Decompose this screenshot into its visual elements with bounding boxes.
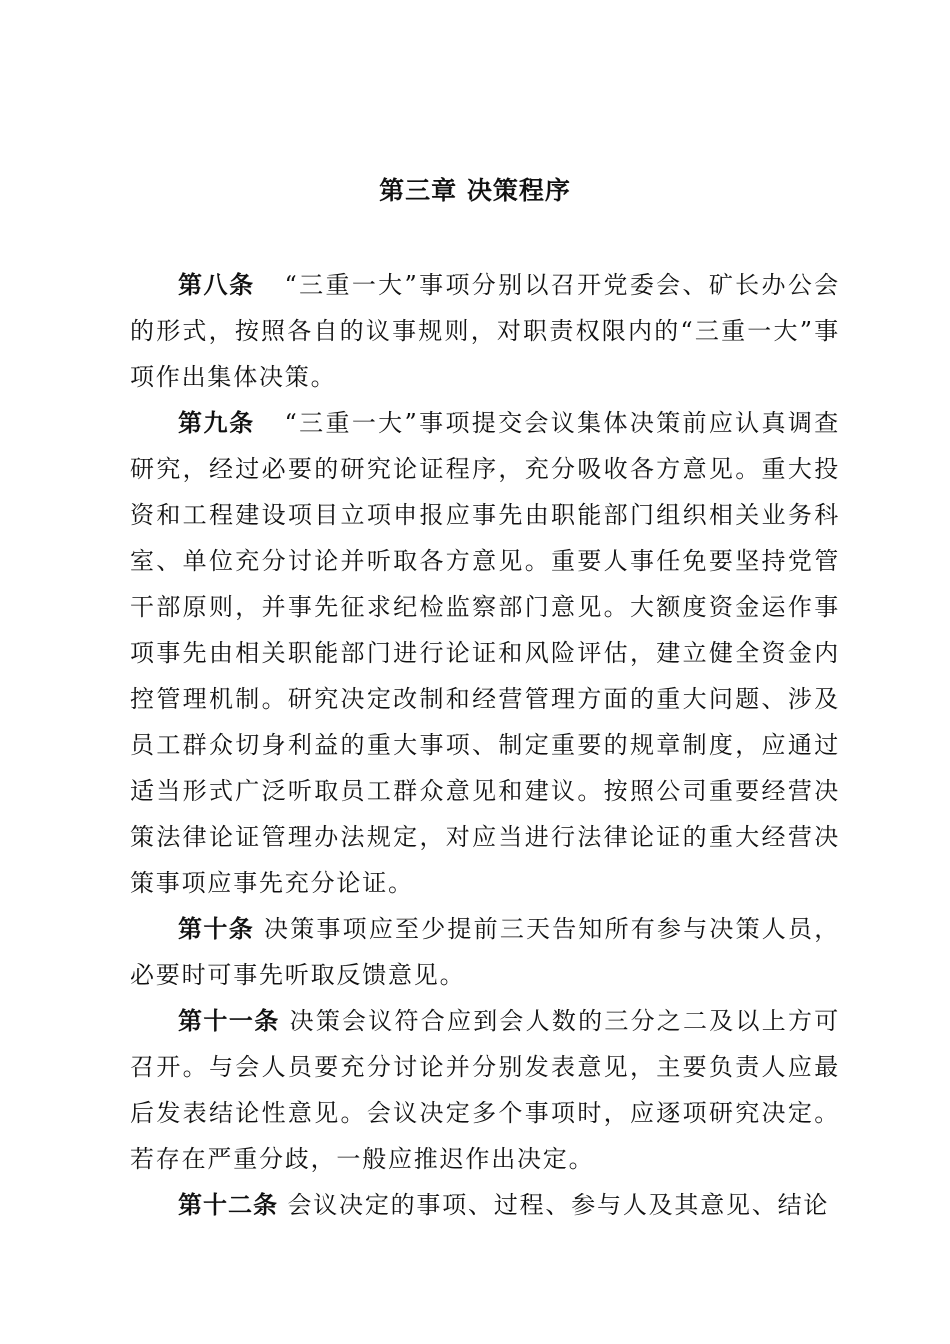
chapter-title: 第三章 决策程序 bbox=[379, 176, 571, 205]
article-text: “三重一大”事项分别以召开党委会、矿长办公会的形式，按照各自的议事规则，对职责权限内的“三重一大”事项作出集体决策。 bbox=[130, 271, 840, 391]
article-11 bbox=[130, 998, 840, 1182]
article-12 bbox=[130, 1182, 840, 1228]
article-9 bbox=[130, 400, 840, 906]
article-heading: 第八条 bbox=[178, 271, 255, 299]
article-text: 会议决定的事项、过程、参与人及其意见、结论 bbox=[287, 1191, 830, 1219]
article-heading: 第十条 bbox=[178, 915, 255, 943]
article-text: 决策会议符合应到会人数的三分之二及以上方可召开。与会人员要充分讨论并分别发表意见，主要负责人应最后发表结论性意见。会议决定多个事项时，应逐项研究决定。若存在严重分歧，一般应推迟作出决定。 bbox=[130, 1007, 840, 1173]
article-heading: 第九条 bbox=[178, 409, 255, 437]
article-heading: 第十二条 bbox=[178, 1191, 278, 1219]
document-body bbox=[130, 262, 840, 1228]
article-8 bbox=[130, 262, 840, 400]
article-heading: 第十一条 bbox=[178, 1007, 280, 1035]
article-10 bbox=[130, 906, 840, 998]
article-text: 决策事项应至少提前三天告知所有参与决策人员，必要时可事先听取反馈意见。 bbox=[130, 915, 840, 989]
article-text: “三重一大”事项提交会议集体决策前应认真调查研究，经过必要的研究论证程序，充分吸收各方意见。重大投资和工程建设项目立项申报应事先由职能部门组织相关业务科室、单位充分讨论并听取各方意见。重要人事任免要坚持党管干部原则，并事先征求纪检监察部门意见。大额度资金运作事项事先由相关职能部门进行论证和风险评估，建立健全资金内控管理机制。研究决定改制和经营管理方面的重大问题、涉及员工群众切身利益的重大事项、制定重要的规章制度，应通过适当形式广泛听取员工群众意见和建议。按照公司重要经营决策法律论证管理办法规定，对应当进行法律论证的重大经营决策事项应事先充分论证。 bbox=[130, 409, 840, 897]
